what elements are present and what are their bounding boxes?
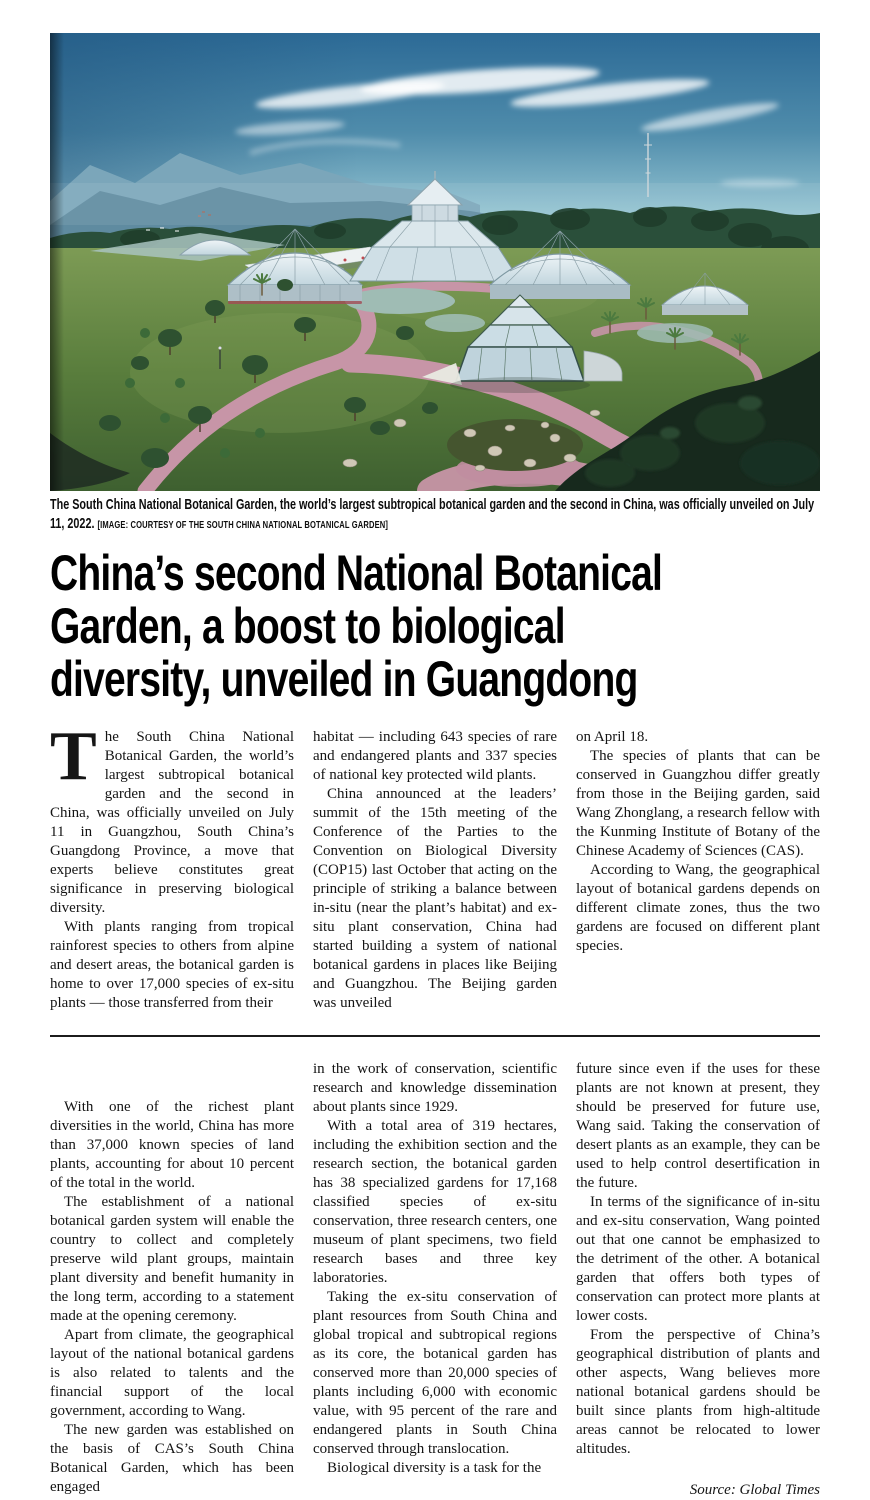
source-credit: Source: Global Times <box>689 1482 820 1498</box>
caption-text: The South China National Botanical Garden, the world’s largest subtropical botanical garden and the second in China, was officially unveiled on July 11, 2022. <box>50 496 815 532</box>
paragraph: With one of the richest plant diversities in the world, China has more than 37,000 known species of land plants, accounting for about 10 percent of the total in the world. <box>50 1099 294 1191</box>
paragraph: in the work of conservation, scientific research and knowledge dissemination about plants since 1929. <box>313 1061 557 1115</box>
photo-caption <box>50 496 820 534</box>
paragraph: In terms of the significance of in-situ and ex-situ conservation, Wang pointed out that one cannot be emphasized to the detriment of the other. A botanical garden that offers both types of conservation can protect more plants at lower costs. <box>576 1194 820 1324</box>
headline-line-1: China’s second National Botanical <box>50 545 663 601</box>
paragraph: habitat — including 643 species of rare and endangered plants and 337 species of national key protected wild plants. <box>313 729 557 783</box>
section-divider <box>50 1035 820 1037</box>
headline-line-3: diversity, unveiled in Guangdong <box>50 651 638 707</box>
botanical-garden-aerial-illustration <box>50 33 820 491</box>
section2-column-2 <box>313 1060 557 1500</box>
drop-cap: T <box>50 718 97 795</box>
article-photo <box>50 33 820 491</box>
paragraph: The new garden was established on the basis of CAS’s South China Botanical Garden, which has been engaged <box>50 1422 294 1495</box>
article-headline <box>50 547 822 706</box>
paragraph: China announced at the leaders’ summit of the 15th meeting of the Conference of the Parties to the Convention on Biological Diversity (COP15) last October that acting on the principle of striking a balance between in-situ (near the plant’s habitat) and ex-situ plant conservation, China had started building a system of national botanical gardens in places like Beijing and Guangzhou. The Beijing garden was unveiled <box>313 786 557 1011</box>
paragraph: With a total area of 319 hectares, including the exhibition section and the research section, the botanical garden has 38 specialized gardens for 17,168 classified species of ex-situ conservation, three research centers, one museum of plant specimens, two field research bases and three key laboratories. <box>313 1118 557 1286</box>
paragraph: The establishment of a national botanical garden system will enable the country to collect and completely preserve wild plant groups, maintain plant diversity and benefit humanity in the long term, according to a statement made at the opening ceremony. <box>50 1194 294 1324</box>
paragraph: According to Wang, the geographical layout of botanical gardens depends on different climate zones, thus the two gardens are focused on different plant species. <box>576 862 820 954</box>
section2-column-1 <box>50 1060 294 1500</box>
paragraph: Biological diversity is a task for the <box>327 1460 542 1476</box>
section1-column-3 <box>576 728 820 1013</box>
paragraph: The South China National Botanical Garden, the world’s largest subtropical botanical garden and the second in China, was officially unveiled on July 11 in Guangzhou, South China’s Guangdong Province, a move that experts believe constitutes great significance in preserving biological diversity. <box>50 718 294 916</box>
headline-line-2: Garden, a boost to biological <box>50 598 565 654</box>
article-section-2 <box>50 1060 820 1500</box>
section1-column-1 <box>50 718 294 1013</box>
paragraph: future since even if the uses for these plants are not known at present, they should be preserved for future use, Wang said. Taking the conservation of desert plants as an example, they can be used to help control desertification in the future. <box>576 1061 820 1191</box>
image-credit: [IMAGE: COURTESY OF THE SOUTH CHINA NATIONAL BOTANICAL GARDEN] <box>97 518 389 531</box>
paragraph: With plants ranging from tropical rainforest species to others from alpine and desert areas, the botanical garden is home to over 17,000 species of ex-situ plants — those transferred from their <box>50 919 294 1011</box>
paragraph: The species of plants that can be conserved in Guangzhou differ greatly from those in the Beijing garden, said Wang Zhonglang, a research fellow with the Kunming Institute of Botany of the Chinese Academy of Sciences (CAS). <box>576 748 820 859</box>
paragraph: Taking the ex-situ conservation of plant resources from South China and global tropical and subtropical regions as its core, the botanical garden has conserved more than 20,000 species of plants including 6,000 with economic value, with 95 percent of the rare and endangered plants in South China conserved through translocation. <box>313 1289 557 1457</box>
article-section-1 <box>50 718 820 1013</box>
paragraph: Apart from climate, the geographical layout of the national botanical gardens is also related to talents and the financial support of the local government, according to Wang. <box>50 1327 294 1419</box>
section2-column-3 <box>576 1060 820 1500</box>
section1-column-2 <box>313 728 557 1013</box>
paragraph: From the perspective of China’s geographical distribution of plants and other aspects, Wang believes more national botanical gardens should be built since plants from high-altitude areas cannot be relocated to lower altitudes. <box>576 1327 820 1457</box>
paragraph: on April 18. <box>576 729 649 745</box>
